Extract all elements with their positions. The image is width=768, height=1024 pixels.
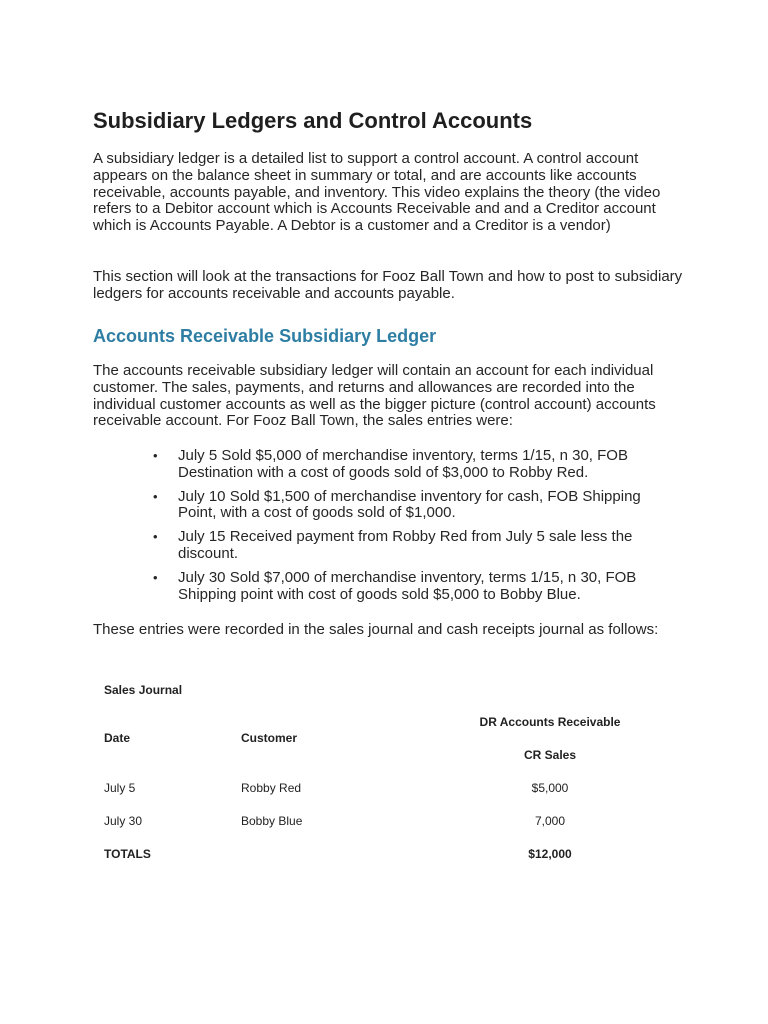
row-amount: $5,000 — [531, 781, 569, 795]
entry-text: July 30 Sold $7,000 of merchandise inventory, terms 1/15, n 30, FOB Shipping point with cost of goods sold $5,000 to Bobby Blue. — [178, 568, 637, 603]
page-title: Subsidiary Ledgers and Control Accounts — [93, 108, 533, 133]
section-paragraph: This section will look at the transactions for Fooz Ball Town and how to post to subsidiary ledgers for accounts receivable and accounts payable. — [93, 268, 683, 302]
entry-text: July 5 Sold $5,000 of merchandise inventory, terms 1/15, n 30, FOB Destination with a cost of goods sold of $3,000 to Robby Red. — [178, 447, 628, 481]
bullet-icon: • — [153, 529, 158, 545]
ar-paragraph: The accounts receivable subsidiary ledger will contain an account for each individual customer. The sales, payments, and returns and allowances are recorded into the individual customer accounts as well as the bigger picture (control account) accounts receivable account. For Fooz Ball Town, the sales entries were: — [93, 362, 656, 430]
intro-paragraph: A subsidiary ledger is a detailed list to support a control account. A control account appears on the balance sheet in summary or total, and are accounts like accounts receivable, accounts payable, and inventory. This video explains the theory (the video refers to a Debitor account which is Accounts Receivable and and a Creditor account which is Accounts Payable. A Debtor is a customer and a Creditor is a vendor) — [93, 150, 661, 235]
header-amount-line2: CR Sales — [523, 748, 577, 762]
row-customer: Bobby Blue — [241, 814, 303, 828]
bullet-icon: • — [153, 569, 158, 585]
totals-amount: $12,000 — [528, 847, 572, 861]
row-date: July 30 — [104, 814, 143, 828]
entry-text: July 15 Received payment from Robby Red from July 5 sale less the discount. — [178, 528, 633, 562]
header-amount-line1: DR Accounts Receivable — [479, 715, 621, 729]
row-amount: 7,000 — [534, 814, 566, 828]
totals-label: TOTALS — [104, 847, 151, 861]
header-customer: Customer — [241, 731, 298, 745]
bullet-icon: • — [153, 448, 158, 463]
row-customer: Robby Red — [241, 781, 302, 795]
list-item — [153, 529, 673, 563]
header-date: Date — [104, 731, 131, 745]
entry-text: July 10 Sold $1,500 of merchandise inventory for cash, FOB Shipping Point, with a cost of goods sold of $1,000. — [178, 487, 641, 522]
section-subheading: Accounts Receivable Subsidiary Ledger — [93, 326, 437, 346]
row-date: July 5 — [104, 781, 136, 795]
list-item — [153, 570, 673, 604]
list-item — [153, 448, 673, 482]
bullet-icon: • — [153, 488, 158, 504]
list-item — [153, 489, 673, 523]
journal-title: Sales Journal — [104, 683, 183, 697]
sales-entries-list — [153, 448, 673, 610]
journal-intro-paragraph: These entries were recorded in the sales journal and cash receipts journal as follows: — [93, 621, 659, 638]
